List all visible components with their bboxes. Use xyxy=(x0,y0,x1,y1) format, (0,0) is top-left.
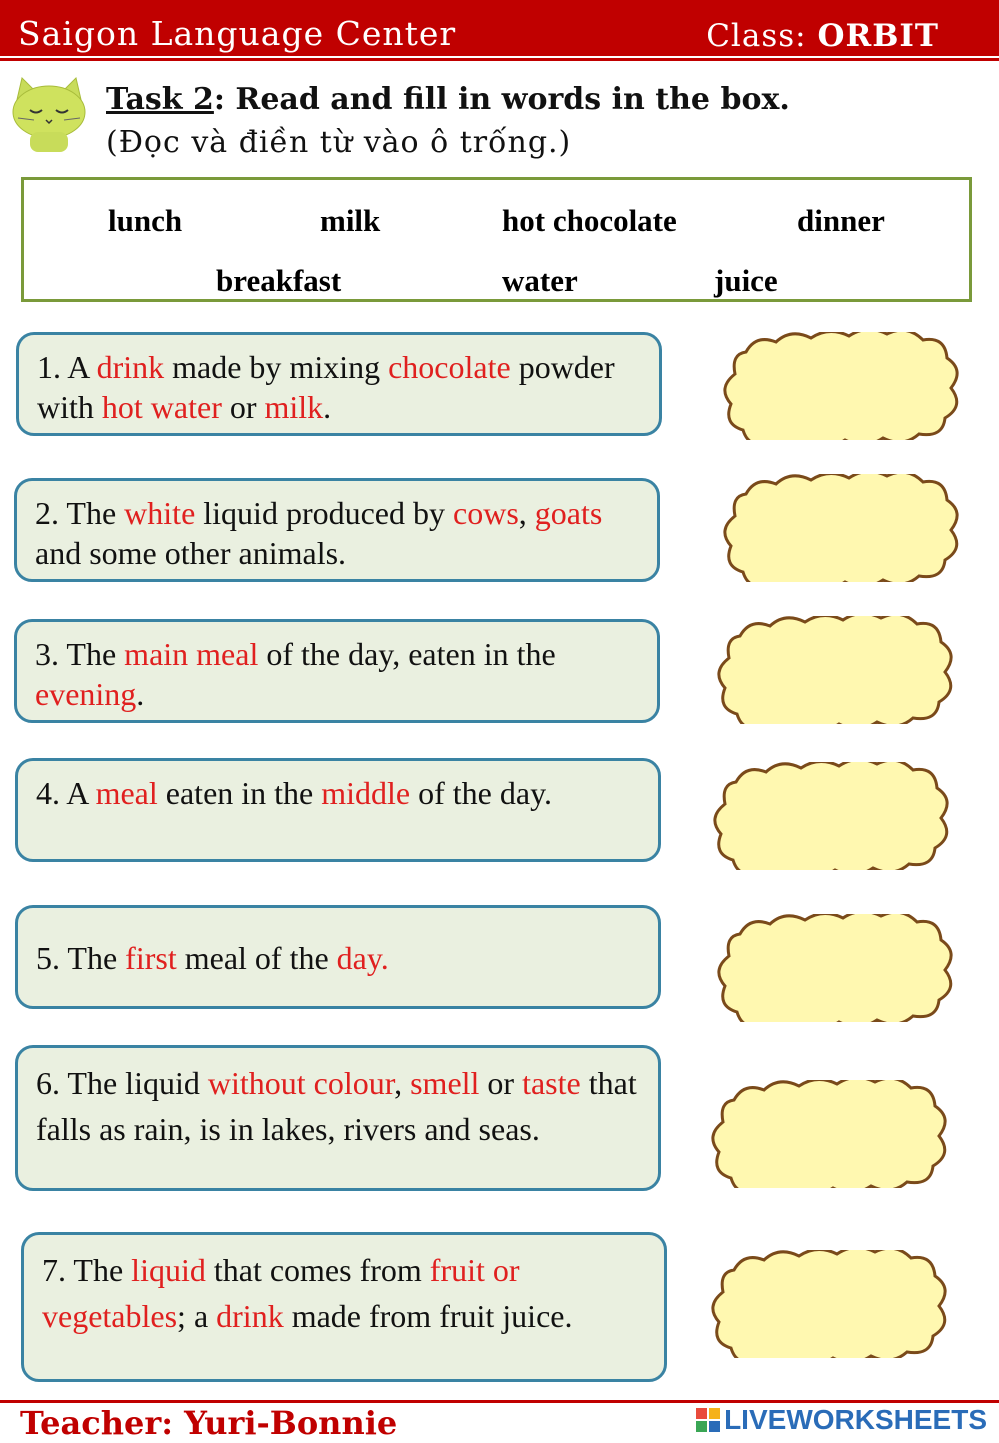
word-bank-item: breakfast xyxy=(216,263,342,298)
q-text: 3. The xyxy=(35,636,125,672)
q-keyword: cows xyxy=(453,495,519,531)
word-bank-item: dinner xyxy=(797,203,885,238)
question-2 xyxy=(14,478,660,582)
q-keyword: meal xyxy=(95,775,158,811)
q-text: ; a xyxy=(177,1298,217,1334)
class-label: Class: xyxy=(706,18,807,54)
q-text: liquid produced by xyxy=(195,495,453,531)
q-text: of the day, eaten in the xyxy=(258,636,556,672)
q-text: 2. The xyxy=(35,495,125,531)
cat-mascot-icon xyxy=(8,76,90,154)
q-keyword: smell xyxy=(410,1065,480,1101)
q-text: 6. The liquid xyxy=(36,1065,208,1101)
word-bank-item: juice xyxy=(714,263,778,298)
task-title xyxy=(106,82,790,117)
q-keyword: drink xyxy=(96,349,165,385)
q-keyword: milk xyxy=(264,389,324,425)
header-bar xyxy=(0,0,999,56)
brand-name: LIVEWORKSHEETS xyxy=(724,1404,987,1435)
word-bank-item: water xyxy=(502,263,578,298)
answer-field-6[interactable] xyxy=(704,1080,970,1188)
cloud-shape xyxy=(713,1080,945,1188)
class-name: ORBIT xyxy=(817,18,939,54)
q-text: that comes from xyxy=(205,1252,430,1288)
cloud-shape xyxy=(725,474,957,582)
q-keyword: chocolate xyxy=(388,349,511,385)
answer-field-4[interactable] xyxy=(706,762,972,870)
answer-field-7[interactable] xyxy=(704,1250,970,1358)
q-text: powder with xyxy=(37,349,615,425)
cloud-shape xyxy=(713,1250,945,1358)
q-keyword: without colour xyxy=(207,1065,395,1101)
q-keyword: evening xyxy=(35,676,137,712)
class-info xyxy=(706,18,939,54)
q-text: meal of the xyxy=(176,940,337,976)
question-7 xyxy=(21,1232,667,1382)
question-1 xyxy=(16,332,662,436)
liveworksheets-logo-icon xyxy=(696,1408,720,1432)
answer-field-3[interactable] xyxy=(710,616,976,724)
answer-field-5[interactable] xyxy=(710,914,976,1022)
teacher-name: Teacher: Yuri-Bonnie xyxy=(20,1404,398,1442)
q-keyword: taste xyxy=(522,1065,581,1101)
answer-field-1[interactable] xyxy=(716,332,982,440)
word-bank-item: hot chocolate xyxy=(502,203,677,238)
word-bank xyxy=(21,177,972,302)
q-keyword: goats xyxy=(534,495,603,531)
liveworksheets-brand xyxy=(696,1404,987,1436)
task-label: Task 2 xyxy=(106,82,214,117)
q-text: of the day. xyxy=(410,775,552,811)
q-text: made by mixing xyxy=(164,349,389,385)
question-4 xyxy=(15,758,661,862)
q-keyword: main meal xyxy=(124,636,259,672)
header-divider xyxy=(0,58,999,61)
q-text: 5. The xyxy=(36,940,126,976)
q-keyword: hot water xyxy=(101,389,222,425)
q-text: . xyxy=(136,676,145,712)
q-text: and some other animals. xyxy=(35,535,347,571)
q-text: , xyxy=(518,495,535,531)
q-text: or xyxy=(479,1065,523,1101)
q-keyword: middle xyxy=(321,775,411,811)
question-5 xyxy=(15,905,661,1009)
q-text: made from fruit juice. xyxy=(283,1298,573,1334)
q-text: 4. A xyxy=(36,775,96,811)
cloud-shape xyxy=(715,762,947,870)
q-keyword: white xyxy=(124,495,196,531)
word-bank-item: lunch xyxy=(108,203,183,238)
q-text: that falls as rain, is in lakes, rivers and seas. xyxy=(36,1065,637,1147)
q-keyword: day. xyxy=(336,940,389,976)
answer-field-2[interactable] xyxy=(716,474,982,582)
q-keyword: liquid xyxy=(131,1252,206,1288)
q-keyword: drink xyxy=(216,1298,284,1334)
cloud-shape xyxy=(719,914,951,1022)
cloud-shape xyxy=(725,332,957,440)
question-3 xyxy=(14,619,660,723)
task-translation: (Đọc và điền từ vào ô trống.) xyxy=(106,125,572,160)
question-6 xyxy=(15,1045,661,1191)
q-keyword: fruit or vegetables xyxy=(42,1252,520,1334)
q-text: , xyxy=(394,1065,411,1101)
q-text: eaten in the xyxy=(157,775,322,811)
word-bank-item: milk xyxy=(320,203,381,238)
q-keyword: first xyxy=(125,940,177,976)
task-instruction: : Read and fill in words in the box. xyxy=(213,82,790,117)
q-text: 7. The xyxy=(42,1252,132,1288)
q-text: . xyxy=(323,389,332,425)
school-name: Saigon Language Center xyxy=(18,14,457,53)
q-text: 1. A xyxy=(37,349,97,385)
footer-divider xyxy=(0,1400,999,1403)
cloud-shape xyxy=(719,616,951,724)
q-text: or xyxy=(221,389,265,425)
